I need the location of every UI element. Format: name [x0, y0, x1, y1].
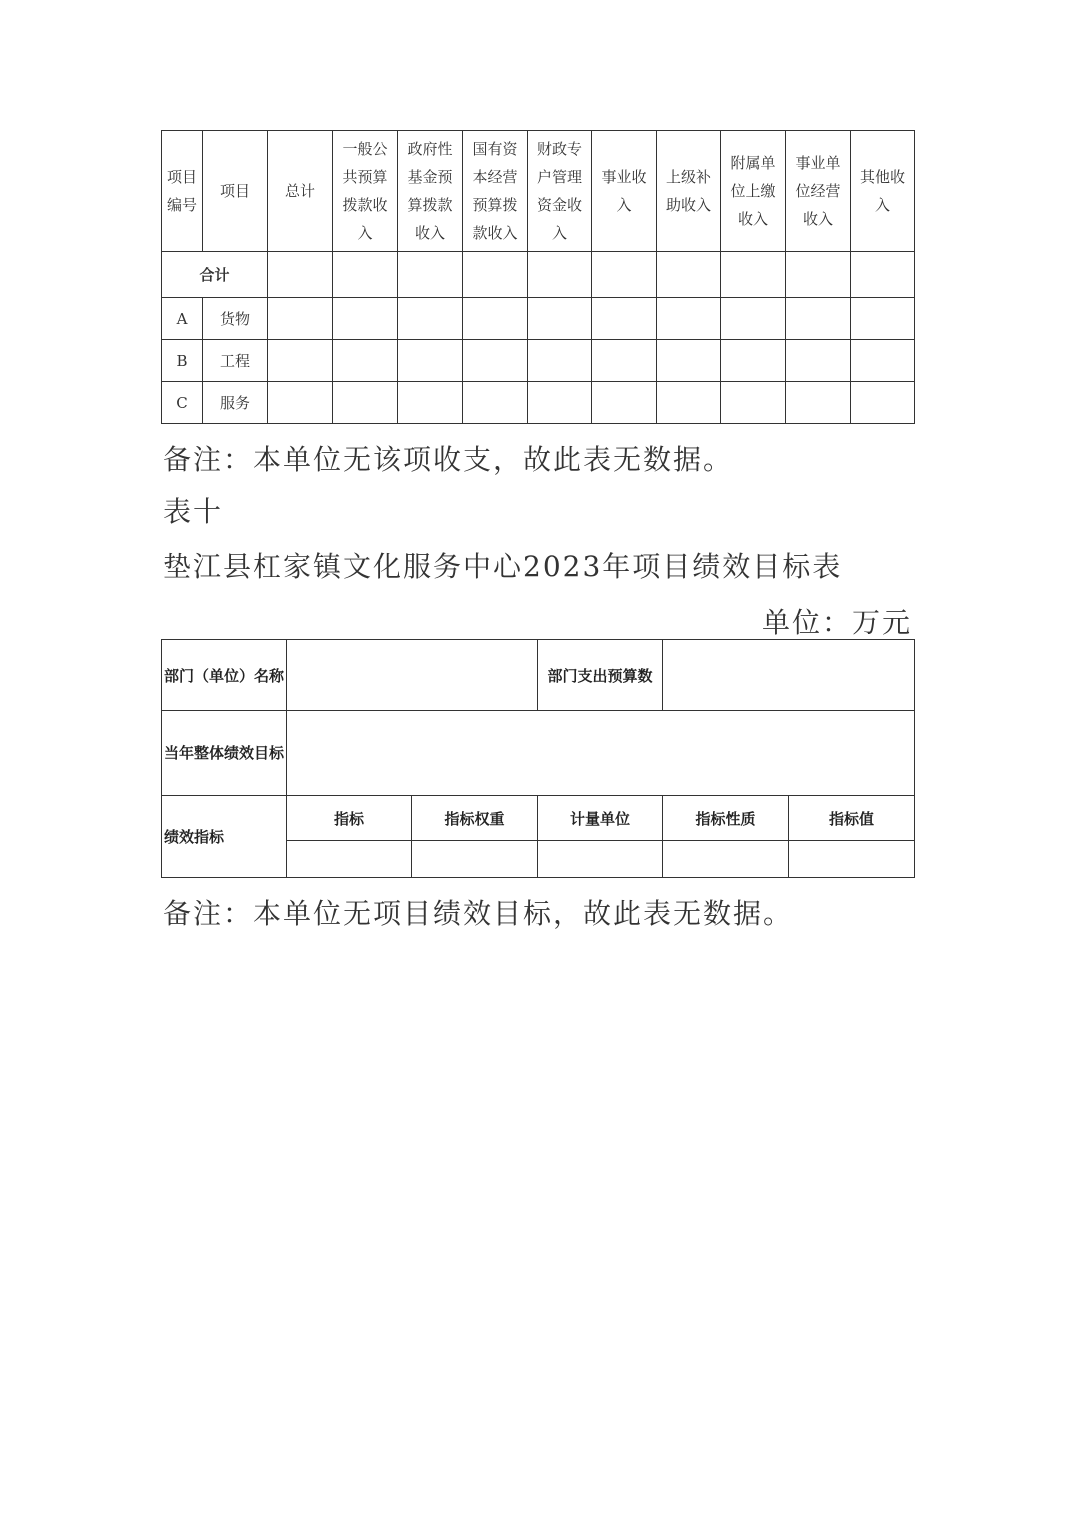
header-text: 财政专户管理资金收入 [536, 140, 582, 242]
header-text: 上级补助收入 [665, 168, 711, 214]
table-cell [333, 340, 398, 382]
indicator-header: 指标权重 [412, 796, 538, 841]
header-text: 事业单位经营收入 [795, 154, 841, 228]
note-no-data: 备注：本单位无该项收支，故此表无数据。 [163, 443, 734, 476]
table-cell [851, 252, 915, 298]
table-cell [463, 382, 528, 424]
dept-name-value [287, 640, 538, 711]
header-text: 事业收入 [601, 168, 647, 214]
table-cell [398, 298, 463, 340]
indicator-header: 指标值 [789, 796, 915, 841]
table-cell [592, 382, 657, 424]
table-cell [657, 298, 721, 340]
table-row [162, 796, 915, 841]
table-cell [592, 298, 657, 340]
table-cell [528, 340, 592, 382]
budget-label: 部门支出预算数 [538, 640, 663, 711]
indicator-header: 计量单位 [538, 796, 663, 841]
table-cell [528, 298, 592, 340]
income-table-header-row [162, 131, 915, 252]
table-cell [657, 382, 721, 424]
total-label: 合计 [162, 252, 268, 298]
table-cell [538, 841, 663, 878]
indicator-label: 绩效指标 [162, 796, 287, 878]
row-code: C [162, 382, 203, 424]
table-cell [663, 841, 789, 878]
annual-goal-value [287, 711, 915, 796]
table-cell [592, 340, 657, 382]
table-row [162, 711, 915, 796]
table-cell [786, 298, 851, 340]
table-cell [786, 382, 851, 424]
header-cell [528, 131, 592, 252]
budget-value [663, 640, 915, 711]
table-cell [333, 252, 398, 298]
table-cell [721, 382, 786, 424]
table-cell [851, 340, 915, 382]
income-table [161, 130, 915, 424]
table-cell [721, 340, 786, 382]
dept-name-label: 部门（单位）名称 [162, 640, 287, 711]
header-cell [786, 131, 851, 252]
table-cell [851, 298, 915, 340]
header-cell [162, 131, 203, 252]
table-cell [398, 340, 463, 382]
header-text: 附属单位上缴收入 [730, 154, 776, 228]
header-text: 一般公共预算拨款收入 [342, 140, 388, 242]
table-cell [398, 382, 463, 424]
header-cell [721, 131, 786, 252]
table-cell [268, 252, 333, 298]
header-cell [657, 131, 721, 252]
annual-goal-label [162, 711, 287, 796]
table-cell [786, 252, 851, 298]
table-cell [463, 298, 528, 340]
table-cell [333, 382, 398, 424]
table-label: 表十 [163, 495, 224, 528]
table-cell [851, 382, 915, 424]
table-cell [268, 298, 333, 340]
row-code: A [162, 298, 203, 340]
header-text: 项目 [219, 182, 250, 200]
row-name: 服务 [203, 382, 268, 424]
table-cell [657, 252, 721, 298]
performance-goal-table [161, 639, 915, 878]
table-cell [721, 298, 786, 340]
table-cell [721, 252, 786, 298]
table-cell [786, 340, 851, 382]
table-cell [398, 252, 463, 298]
header-text: 政府性基金预算拨款收入 [407, 140, 453, 242]
row-code: B [162, 340, 203, 382]
header-cell [333, 131, 398, 252]
indicator-header: 指标 [287, 796, 412, 841]
table-cell [657, 340, 721, 382]
table-cell [268, 340, 333, 382]
table-cell [528, 252, 592, 298]
header-text: 国有资本经营预算拨款收入 [472, 140, 518, 242]
header-text: 项目编号 [166, 168, 197, 214]
row-name: 工程 [203, 340, 268, 382]
table-row [162, 382, 915, 424]
table-cell [463, 252, 528, 298]
table-cell [528, 382, 592, 424]
unit-label: 单位：万元 [761, 606, 912, 639]
table-cell [412, 841, 538, 878]
income-table-total-row [162, 252, 915, 298]
note-no-performance-goal: 备注：本单位无项目绩效目标，故此表无数据。 [163, 897, 794, 930]
header-cell [851, 131, 915, 252]
table-cell [287, 841, 412, 878]
table-row [162, 640, 915, 711]
header-cell [592, 131, 657, 252]
table-row [162, 340, 915, 382]
table-cell [268, 382, 333, 424]
table-row [162, 298, 915, 340]
header-cell [463, 131, 528, 252]
row-name: 货物 [203, 298, 268, 340]
table-cell [463, 340, 528, 382]
annual-goal-label-text: 当年整体绩效目标 [164, 744, 285, 762]
table-title: 垫江县杠家镇文化服务中心2023年项目绩效目标表 [163, 550, 843, 583]
indicator-header: 指标性质 [663, 796, 789, 841]
header-text: 其他收入 [859, 168, 905, 214]
table-cell [333, 298, 398, 340]
table-cell [592, 252, 657, 298]
header-cell [268, 131, 333, 252]
header-cell [398, 131, 463, 252]
header-text: 总计 [284, 182, 315, 200]
header-cell [203, 131, 268, 252]
table-cell [789, 841, 915, 878]
